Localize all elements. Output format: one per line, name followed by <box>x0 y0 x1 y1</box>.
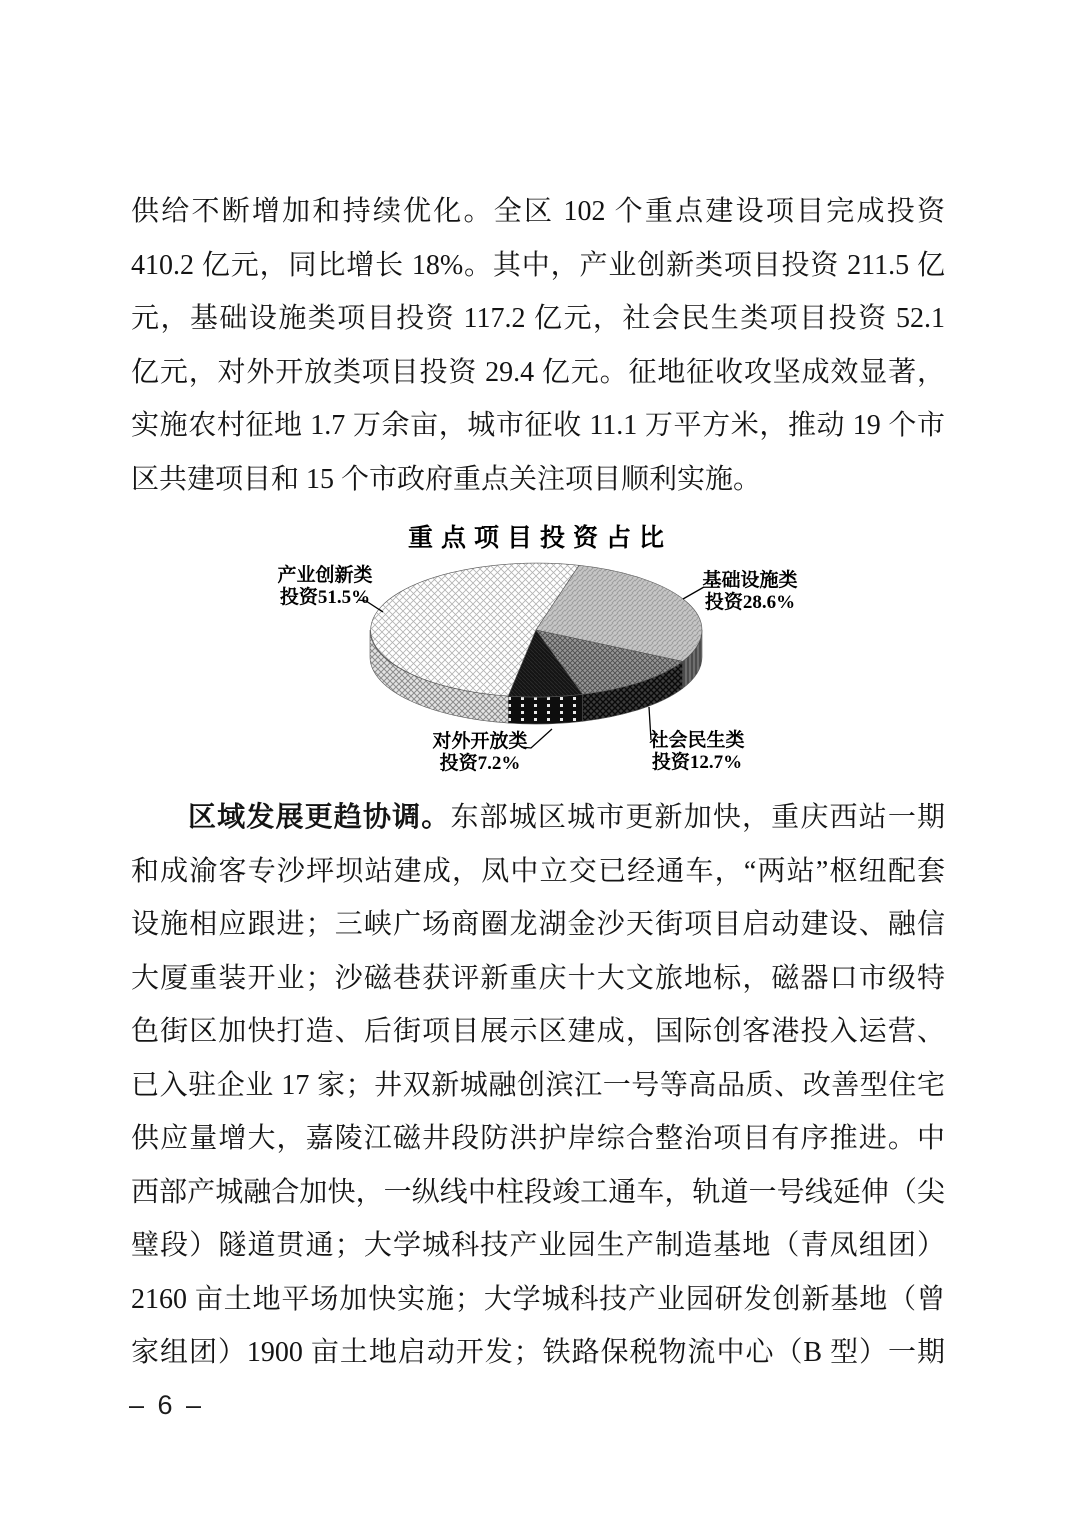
text-line: 亿元，对外开放类项目投资 29.4 亿元。征地征收攻坚成效显著， <box>131 356 945 388</box>
text-line: 大厦重装开业；沙磁巷获评新重庆十大文旅地标，磁器口市级特 <box>131 962 945 994</box>
pie-label-social-value: 投资12.7% <box>651 751 743 773</box>
text-line: 设施相应跟进；三峡广场商圈龙湖金沙天街项目启动建设、融信 <box>131 909 945 940</box>
bold-lead: 区域发展更趋协调。 <box>188 802 451 833</box>
pie-label-opening <box>430 731 530 774</box>
investment-pie-chart <box>270 513 810 803</box>
text-line: 家组团）1900 亩土地启动开发；铁路保税物流中心（B 型）一期 <box>131 1337 945 1368</box>
pie-label-opening-name: 对外开放类 <box>432 731 528 752</box>
chart-title: 重点项目投资占比 <box>407 525 672 552</box>
text-line: 已入驻企业 17 家；井双新城融创滨江一号等高品质、改善型住宅 <box>131 1069 945 1101</box>
pie-label-infrastructure-value: 投资28.6% <box>704 591 796 613</box>
text-line: 区域发展更趋协调。东部城区城市更新加快，重庆西站一期 <box>188 802 945 833</box>
text-line: 璧段）隧道贯通；大学城科技产业园生产制造基地（青凤组团） <box>131 1230 945 1261</box>
pie-label-social <box>647 730 747 773</box>
pie-label-opening-value: 投资7.2% <box>439 752 521 774</box>
text-line: 区共建项目和 15 个市政府重点关注项目顺利实施。 <box>131 463 762 495</box>
pie-label-infrastructure-name: 基础设施类 <box>702 570 798 591</box>
paragraph-investment <box>131 185 945 506</box>
text-line: 供应量增大，嘉陵江磁井段防洪护岸综合整治项目有序推进。中 <box>131 1123 945 1154</box>
pie-label-infrastructure <box>700 570 800 613</box>
page-number: – 6 – <box>129 1390 205 1420</box>
text-line: 色街区加快打造、后街项目展示区建成，国际创客港投入运营、 <box>131 1016 945 1047</box>
text-line: 实施农村征地 1.7 万余亩，城市征收 11.1 万平方米，推动 19 个市 <box>131 410 945 441</box>
text-line: 西部产城融合加快，一纵线中柱段竣工通车，轨道一号线延伸（尖 <box>131 1176 945 1208</box>
text-line: 和成渝客专沙坪坝站建成，凤中立交已经通车，“两站”枢纽配套 <box>131 855 945 887</box>
text-line: 2160 亩土地平场加快实施；大学城科技产业园研发创新基地（曾 <box>131 1283 945 1315</box>
text-line: 元，基础设施类项目投资 117.2 亿元，社会民生类项目投资 52.1 <box>131 303 945 334</box>
pie-label-industry <box>275 565 375 608</box>
text-line: 供给不断增加和持续优化。全区 102 个重点建设项目完成投资 <box>131 196 945 227</box>
paragraph-regional-development <box>131 791 945 1380</box>
text-line: 410.2 亿元，同比增长 18%。其中，产业创新类项目投资 211.5 亿 <box>131 249 945 281</box>
pie-label-industry-value: 投资51.5% <box>279 586 371 608</box>
pie-wall-3 <box>508 694 582 724</box>
pie-label-social-name: 社会民生类 <box>649 730 745 751</box>
pie-label-industry-name: 产业创新类 <box>277 565 373 586</box>
